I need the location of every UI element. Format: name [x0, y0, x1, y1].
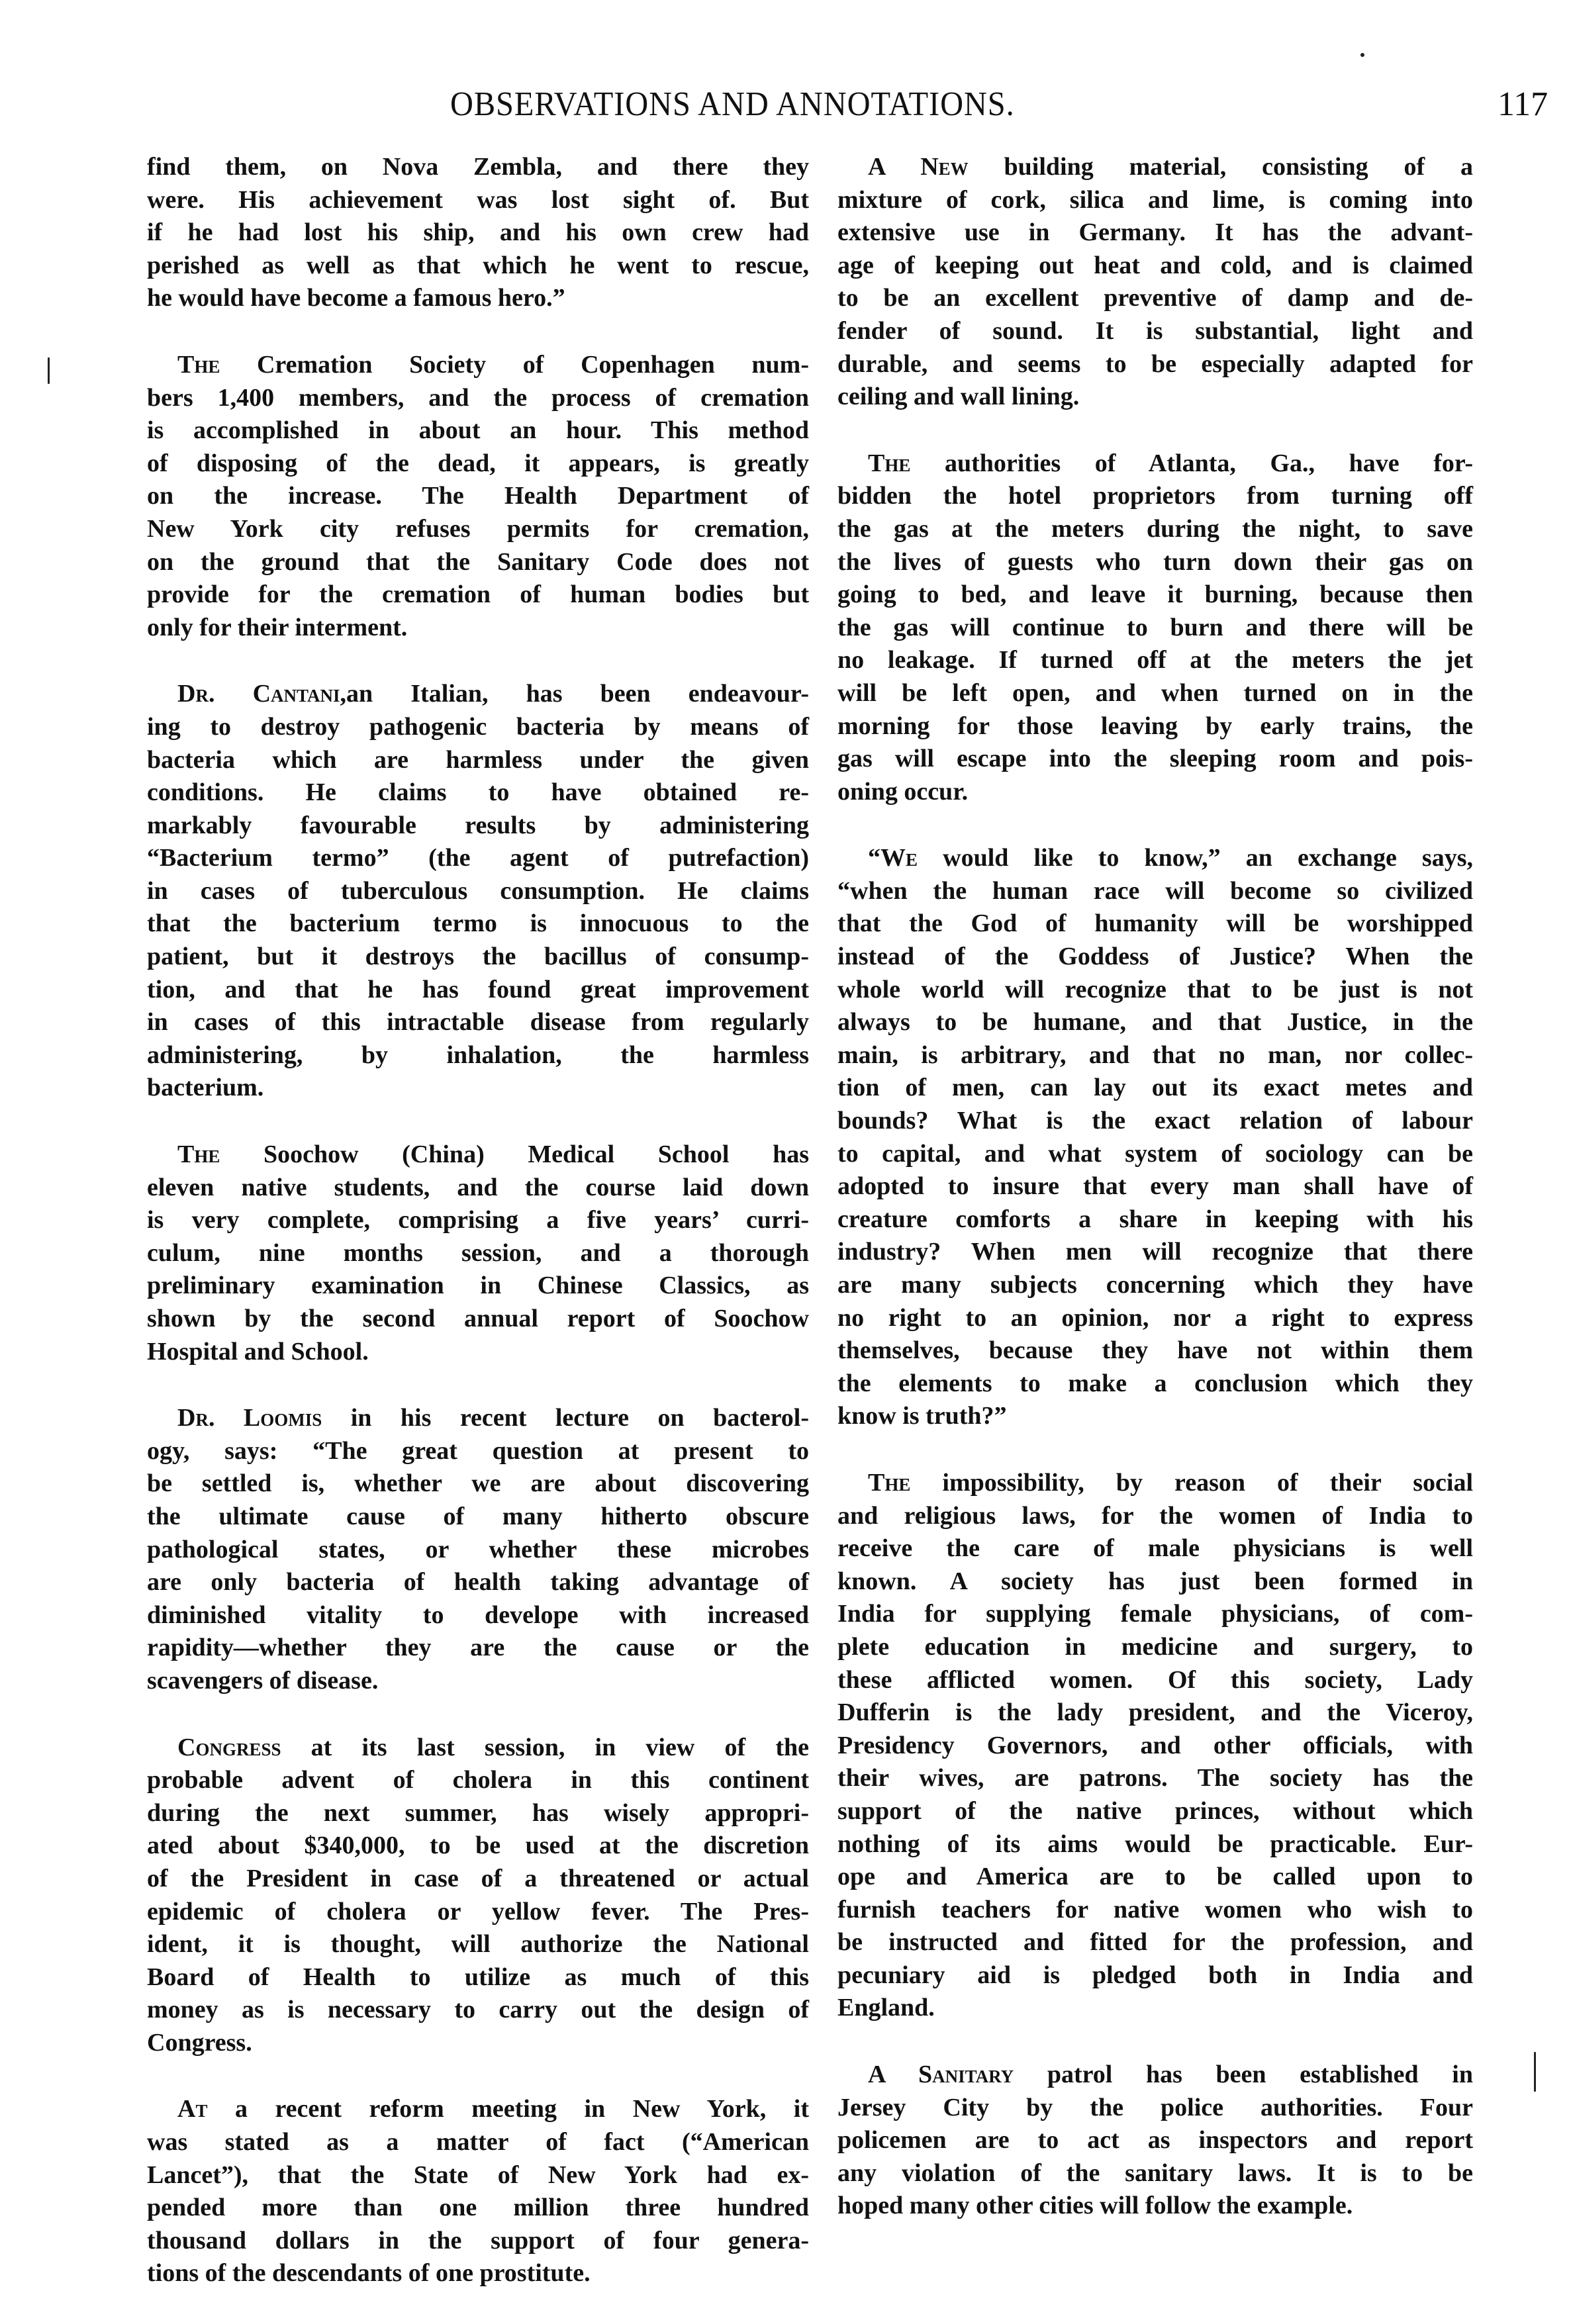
line-text: receive the care of male physicians is well: [837, 1534, 1473, 1563]
text-line: [147, 1961, 809, 1994]
text-line: [147, 1336, 809, 1369]
line-text: Cremation Society of Copenhagen num-: [220, 350, 809, 379]
line-text: Lancet”), that the State of New York had ex-: [147, 2161, 809, 2189]
text-line: [147, 1467, 809, 1501]
line-text: on the ground that the Sanitary Code does not: [147, 547, 809, 576]
text-line: [837, 1532, 1473, 1565]
text-line: [837, 612, 1473, 645]
paragraph-lead: “We: [868, 844, 918, 872]
paragraph: [147, 1139, 809, 1368]
line-text: the ultimate cause of many hitherto obscure: [147, 1502, 809, 1530]
line-text: nothing of its aims would be practicable. Eur-: [837, 1830, 1473, 1858]
paragraph: [147, 1402, 809, 1697]
line-text: bacteria which are harmless under the given: [147, 745, 809, 774]
text-line: [837, 842, 1473, 875]
text-line: [147, 1566, 809, 1599]
line-text: gas will escape into the sleeping room and pois-: [837, 745, 1473, 773]
text-line: [147, 282, 809, 315]
left-column: [147, 151, 809, 2324]
text-line: [147, 546, 809, 579]
text-line: [837, 1302, 1473, 1335]
line-text: an Italian, has been endeavour-: [346, 680, 809, 708]
line-text: scavengers of disease.: [147, 1666, 379, 1695]
paragraph-lead: The: [868, 449, 911, 477]
line-text: bacterium.: [147, 1074, 264, 1102]
text-line: [147, 1994, 809, 2027]
text-line: [837, 1203, 1473, 1236]
text-line: [147, 349, 809, 382]
text-line: [147, 1732, 809, 1765]
line-text: hoped many other cities will follow the example.: [837, 2192, 1353, 2220]
paragraph-lead: Dr. Loomis: [177, 1404, 322, 1432]
line-text: plete education in medicine and surgery, to: [837, 1632, 1473, 1661]
text-line: [837, 1236, 1473, 1269]
line-text: Dufferin is the lady president, and the Viceroy,: [837, 1698, 1473, 1727]
text-line: [147, 382, 809, 415]
text-line: [837, 216, 1473, 250]
line-text: only for their interment.: [147, 613, 408, 641]
line-text: administering, by inhalation, the harmless: [147, 1041, 809, 1069]
line-text: always to be humane, and that Justice, in the: [837, 1008, 1473, 1037]
line-text: India for supplying female physicians, of com-: [837, 1600, 1473, 1628]
line-text: to capital, and what system of sociology can be: [837, 1139, 1473, 1168]
text-line: [837, 2059, 1473, 2092]
text-line: [147, 1237, 809, 1270]
text-line: [147, 1863, 809, 1896]
text-line: [147, 250, 809, 283]
page-number: 117: [1498, 85, 1548, 123]
text-line: [837, 1926, 1473, 1959]
running-head: [0, 85, 1571, 131]
line-text: in cases of this intractable disease from regularly: [147, 1008, 809, 1037]
text-line: [147, 711, 809, 744]
scan-speck: [48, 357, 50, 384]
line-text: and religious laws, for the women of India to: [837, 1501, 1473, 1530]
text-line: [147, 2225, 809, 2258]
line-text: in his recent lecture on bacterol-: [322, 1404, 809, 1432]
line-text: bers 1,400 members, and the process of cremation: [147, 383, 809, 412]
text-line: [147, 678, 809, 711]
text-line: [147, 612, 809, 645]
line-text: morning for those leaving by early trains, the: [837, 712, 1473, 740]
line-text: whole world will recognize that to be just is not: [837, 975, 1473, 1003]
text-line: [147, 907, 809, 941]
text-line: [837, 447, 1473, 481]
text-line: [147, 480, 809, 513]
line-text: extensive use in Germany. It has the advant-: [837, 218, 1473, 247]
line-text: is very complete, comprising a five years’ curri-: [147, 1206, 809, 1234]
text-line: [837, 1269, 1473, 1302]
line-text: diminished vitality to develope with increased: [147, 1601, 809, 1629]
line-text: Board of Health to utilize as much of this: [147, 1963, 809, 1991]
line-text: the gas will continue to burn and there will be: [837, 613, 1473, 641]
line-text: industry? When men will recognize that there: [837, 1238, 1473, 1266]
line-text: tion of men, can lay out its exact metes and: [837, 1074, 1473, 1102]
line-text: are many subjects concerning which they have: [837, 1271, 1473, 1299]
line-text: England.: [837, 1994, 935, 2022]
line-text: that the God of humanity will be worshipped: [837, 909, 1473, 938]
text-line: [837, 1006, 1473, 1039]
line-text: that the bacterium termo is innocuous to the: [147, 909, 809, 938]
text-line: [147, 1172, 809, 1205]
text-line: [837, 1795, 1473, 1828]
text-line: [147, 2126, 809, 2159]
text-line: [837, 677, 1473, 710]
line-text: shown by the second annual report of Soochow: [147, 1305, 809, 1332]
paragraph-lead: Congress: [177, 1733, 281, 1761]
text-line: [837, 2190, 1473, 2223]
text-line: [147, 1039, 809, 1072]
line-text: if he had lost his ship, and his own crew had: [147, 218, 809, 247]
line-text: Jersey City by the police authorities. Four: [837, 2093, 1473, 2121]
line-text: a recent reform meeting in New York, it: [207, 2095, 809, 2123]
line-text: know is truth?”: [837, 1402, 1007, 1430]
running-title: OBSERVATIONS AND ANNOTATIONS.: [450, 85, 1015, 123]
line-text: durable, and seems to be especially adapted for: [837, 349, 1473, 378]
line-text: be settled is, whether we are about discovering: [147, 1469, 809, 1498]
text-line: [837, 282, 1473, 315]
scan-speck: [1534, 2052, 1536, 2092]
line-text: will be left open, and when turned on in the: [837, 678, 1473, 707]
line-text: fender of sound. It is substantial, light and: [837, 316, 1473, 345]
text-line: [147, 447, 809, 481]
line-text: the lives of guests who turn down their gas on: [837, 547, 1473, 576]
line-text: preliminary examination in Chinese Classics, as: [147, 1272, 809, 1300]
line-text: support of the native princes, without which: [837, 1796, 1473, 1825]
text-line: [837, 1368, 1473, 1401]
text-line: [837, 513, 1473, 546]
line-text: pended more than one million three hundred: [147, 2194, 809, 2222]
paragraph: [147, 151, 809, 315]
text-line: [147, 1270, 809, 1303]
text-line: [147, 744, 809, 777]
text-line: [147, 2159, 809, 2192]
text-line: [147, 216, 809, 250]
paragraph: [837, 1467, 1473, 2025]
line-text: Congress.: [147, 2028, 252, 2057]
line-text: their wives, are patrons. The society has the: [837, 1764, 1473, 1792]
line-text: ident, it is thought, will authorize the National: [147, 1930, 809, 1959]
line-text: ing to destroy pathogenic bacteria by means of: [147, 712, 809, 741]
line-text: going to bed, and leave it burning, because then: [837, 581, 1473, 609]
text-line: [837, 348, 1473, 381]
text-line: [147, 513, 809, 546]
line-text: in cases of tuberculous consumption. He claims: [147, 876, 809, 905]
line-text: culum, nine months session, and a thorough: [147, 1238, 809, 1267]
text-line: [147, 2257, 809, 2290]
text-line: [837, 480, 1473, 513]
line-text: tion, and that he has found great improvement: [147, 975, 809, 1003]
line-text: no right to an opinion, nor a right to express: [837, 1303, 1473, 1332]
line-text: of the President in case of a threatened or actual: [147, 1864, 809, 1892]
text-line: [147, 1006, 809, 1039]
text-line: [837, 1730, 1473, 1763]
line-text: New York city refuses permits for cremation,: [147, 514, 809, 543]
paragraph-lead: The: [868, 1468, 911, 1497]
text-line: [147, 579, 809, 612]
text-line: [837, 1072, 1473, 1105]
text-line: [147, 1435, 809, 1468]
text-line: [837, 151, 1473, 184]
line-text: was stated as a matter of fact (“American: [147, 2128, 809, 2157]
text-line: [147, 151, 809, 184]
paragraph: [147, 349, 809, 644]
text-line: [837, 1664, 1473, 1697]
line-text: bidden the hotel proprietors from turning off: [837, 482, 1473, 510]
line-text: be instructed and fitted for the profession, and: [837, 1928, 1473, 1957]
paragraph-lead: Dr. Cantani,: [177, 680, 347, 708]
line-text: are only bacteria of health taking advantage of: [147, 1568, 809, 1597]
text-line: [837, 1894, 1473, 1927]
line-text: these afflicted women. Of this society, Lady: [837, 1665, 1473, 1694]
text-line: [147, 875, 809, 908]
text-line: [837, 184, 1473, 217]
text-line: [837, 1400, 1473, 1433]
line-text: eleven native students, and the course laid down: [147, 1173, 809, 1201]
line-text: policemen are to act as inspectors and report: [837, 2126, 1473, 2155]
text-line: [147, 974, 809, 1007]
text-line: [147, 1665, 809, 1698]
text-line: [147, 941, 809, 974]
text-line: [147, 1534, 809, 1567]
text-line: [147, 2093, 809, 2126]
text-line: [147, 1501, 809, 1534]
line-text: instead of the Goddess of Justice? When the: [837, 943, 1473, 971]
text-line: [147, 1402, 809, 1435]
paragraph-lead: A Sanitary: [868, 2061, 1014, 2089]
line-text: Hospital and School.: [147, 1337, 369, 1366]
line-text: the gas at the meters during the night, to save: [837, 514, 1473, 543]
paragraph: [837, 842, 1473, 1433]
text-line: [147, 1632, 809, 1665]
line-text: to be an excellent preventive of damp and de-: [837, 284, 1473, 312]
text-line: [837, 1828, 1473, 1861]
line-text: adopted to insure that every man shall have of: [837, 1172, 1473, 1201]
text-line: [837, 1039, 1473, 1072]
line-text: epidemic of cholera or yellow fever. The Pres-: [147, 1897, 809, 1926]
line-text: ceiling and wall lining.: [837, 383, 1080, 411]
text-line: [837, 1631, 1473, 1664]
line-text: perished as well as that which he went to rescue,: [147, 251, 809, 279]
line-text: age of keeping out heat and cold, and is claimed: [837, 251, 1473, 279]
paragraph: [147, 678, 809, 1105]
line-text: impossibility, by reason of their social: [910, 1468, 1473, 1497]
line-text: find them, on Nova Zembla, and there they: [147, 153, 809, 181]
text-line: [147, 776, 809, 810]
text-line: [837, 1959, 1473, 1992]
line-text: “Bacterium termo” (the agent of putrefaction): [147, 844, 809, 872]
line-text: on the increase. The Health Department of: [147, 482, 809, 510]
line-text: no leakage. If turned off at the meters the jet: [837, 646, 1473, 674]
line-text: patrol has been established in: [1014, 2061, 1473, 2089]
text-line: [837, 875, 1473, 908]
line-text: “when the human race will become so civilized: [837, 876, 1473, 905]
line-text: conditions. He claims to have obtained re-: [147, 778, 809, 807]
text-line: [837, 2124, 1473, 2157]
text-line: [147, 810, 809, 843]
text-line: [837, 776, 1473, 809]
text-line: [837, 1697, 1473, 1730]
line-text: oning occur.: [837, 777, 969, 806]
text-line: [147, 1797, 809, 1830]
line-text: bounds? What is the exact relation of labour: [837, 1107, 1473, 1135]
text-line: [837, 1467, 1473, 1500]
line-text: rapidity—whether they are the cause or the: [147, 1634, 809, 1662]
text-line: [147, 1072, 809, 1105]
line-text: creature comforts a share in keeping with his: [837, 1205, 1473, 1233]
text-line: [147, 1764, 809, 1797]
line-text: building material, consisting of a: [968, 153, 1474, 181]
line-text: is accomplished in about an hour. This method: [147, 416, 809, 445]
line-text: the elements to make a conclusion which they: [837, 1369, 1473, 1397]
line-text: patient, but it destroys the bacillus of consump-: [147, 943, 809, 971]
text-line: [837, 710, 1473, 743]
line-text: Soochow (China) Medical School has: [220, 1140, 809, 1169]
paragraph: [837, 151, 1473, 414]
text-line: [837, 941, 1473, 974]
line-text: probable advent of cholera in this continent: [147, 1766, 809, 1794]
text-line: [147, 184, 809, 217]
paragraph: [837, 447, 1473, 809]
text-line: [837, 315, 1473, 348]
text-line: [837, 546, 1473, 579]
text-line: [837, 1500, 1473, 1533]
text-line: [147, 1204, 809, 1237]
text-line: [147, 842, 809, 875]
line-text: ope and America are to be called upon to: [837, 1863, 1473, 1891]
line-text: would like to know,” an exchange says,: [918, 844, 1473, 872]
line-text: at its last session, in view of the: [281, 1733, 809, 1761]
text-line: [837, 381, 1473, 414]
text-line: [147, 1830, 809, 1863]
line-text: thousand dollars in the support of four genera-: [147, 2226, 809, 2254]
paragraph: [147, 2093, 809, 2290]
line-text: ated about $340,000, to be used at the discretion: [147, 1832, 809, 1860]
scan-speck: [1360, 53, 1364, 57]
text-line: [147, 1139, 809, 1172]
line-text: any violation of the sanitary laws. It is to be: [837, 2159, 1473, 2187]
paragraph: [147, 1732, 809, 2060]
paragraph-lead: At: [177, 2095, 208, 2123]
text-line: [147, 1896, 809, 1929]
text-line: [837, 1565, 1473, 1599]
text-line: [837, 1992, 1473, 2025]
text-line: [837, 250, 1473, 283]
text-line: [837, 1170, 1473, 1203]
text-line: [147, 2027, 809, 2060]
text-line: [147, 1599, 809, 1632]
text-line: [147, 1303, 809, 1336]
paragraph-lead: A New: [868, 153, 969, 181]
line-text: ogy, says: “The great question at present to: [147, 1436, 809, 1465]
line-text: during the next summer, has wisely appropri-: [147, 1798, 809, 1827]
text-line: [147, 1928, 809, 1961]
line-text: he would have become a famous hero.”: [147, 284, 565, 312]
right-column: [837, 151, 1473, 2256]
text-line: [837, 743, 1473, 776]
text-line: [837, 2092, 1473, 2125]
paragraph-lead: The: [177, 350, 220, 379]
text-line: [837, 1861, 1473, 1894]
text-line: [837, 579, 1473, 612]
line-text: main, is arbitrary, and that no man, nor collec-: [837, 1041, 1473, 1069]
line-text: authorities of Atlanta, Ga., have for-: [910, 449, 1473, 477]
text-line: [837, 1762, 1473, 1795]
line-text: tions of the descendants of one prostitute.: [147, 2259, 591, 2288]
text-line: [837, 2157, 1473, 2190]
line-text: themselves, because they have not within them: [837, 1336, 1473, 1365]
line-text: known. A society has just been formed in: [837, 1567, 1473, 1595]
line-text: pathological states, or whether these microbes: [147, 1535, 809, 1563]
paragraph: [837, 2059, 1473, 2223]
text-line: [837, 1105, 1473, 1138]
line-text: mixture of cork, silica and lime, is coming into: [837, 185, 1473, 214]
line-text: of disposing of the dead, it appears, is greatly: [147, 449, 809, 477]
line-text: pecuniary aid is pledged both in India and: [837, 1961, 1473, 1989]
line-text: markably favourable results by administering: [147, 811, 809, 839]
line-text: provide for the cremation of human bodies but: [147, 581, 809, 609]
paragraph-lead: The: [177, 1140, 220, 1169]
text-line: [147, 414, 809, 447]
line-text: were. His achievement was lost sight of. But: [147, 185, 809, 214]
text-line: [837, 1598, 1473, 1631]
text-line: [837, 1138, 1473, 1171]
text-line: [147, 2192, 809, 2225]
text-line: [837, 644, 1473, 677]
text-line: [837, 974, 1473, 1007]
line-text: furnish teachers for native women who wish to: [837, 1895, 1473, 1924]
text-line: [837, 1334, 1473, 1368]
line-text: Presidency Governors, and other officials, with: [837, 1731, 1473, 1759]
text-line: [837, 907, 1473, 941]
line-text: money as is necessary to carry out the design of: [147, 1996, 809, 2024]
